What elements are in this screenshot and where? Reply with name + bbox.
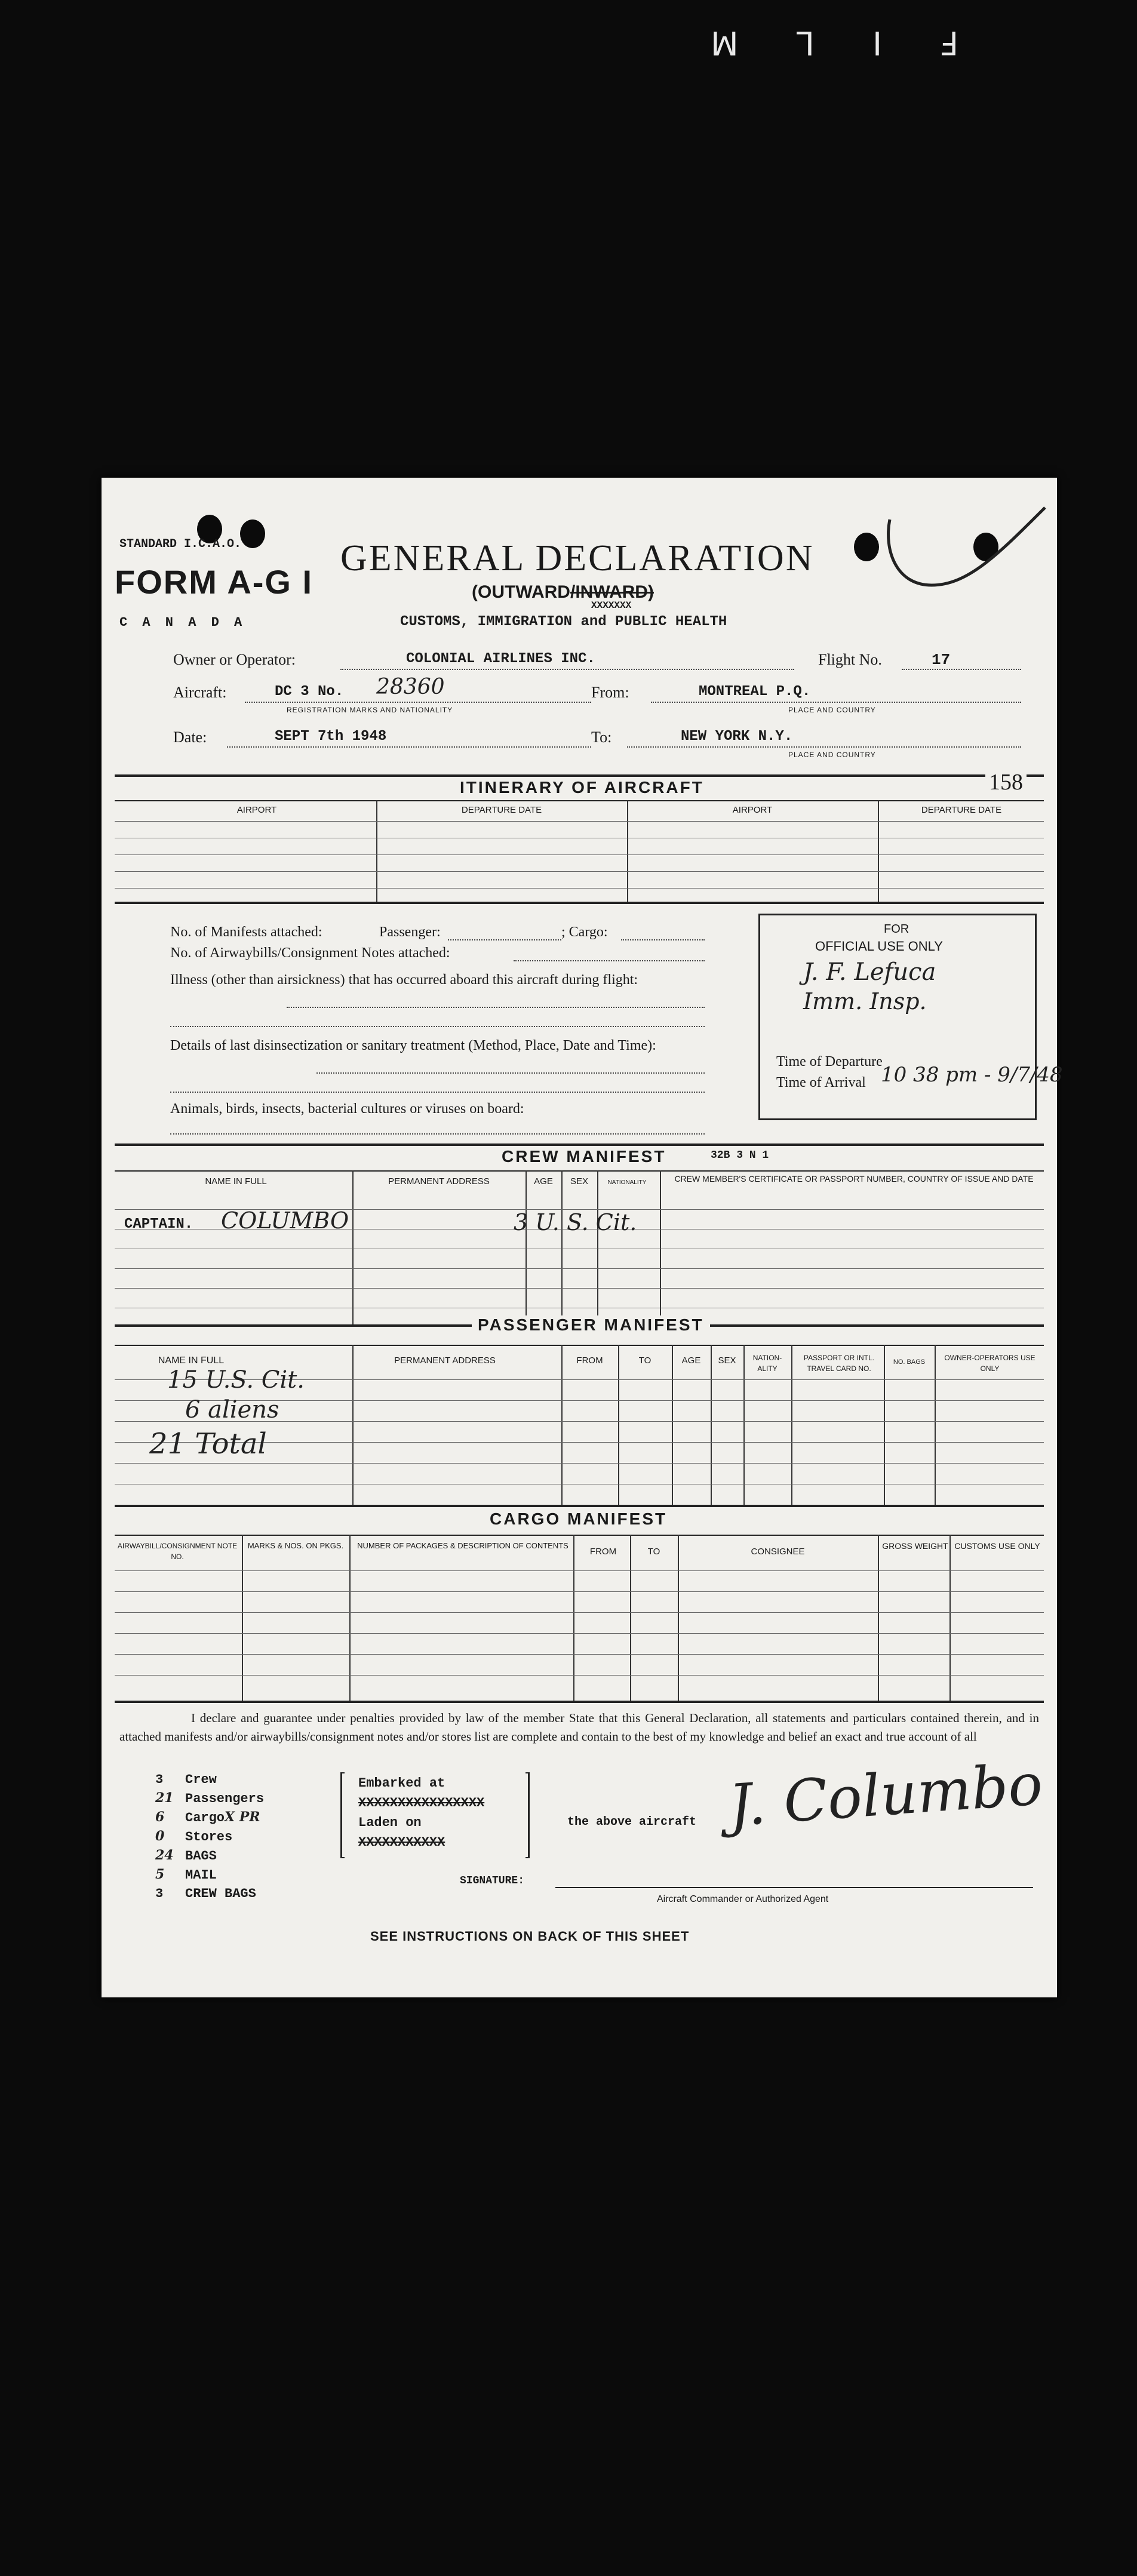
animals-label: Animals, birds, insects, bacterial cultures or viruses on board: (170, 1101, 524, 1117)
disinsect-label: Details of last disinsectization or sanitary treatment (Method, Place, Date and Time): (170, 1038, 656, 1053)
crew-top-rule (115, 1143, 1044, 1146)
commander-signature: J. Columbo (726, 1750, 1045, 1840)
cargo-col-marks: MARKS & NOS. ON PKGS. (247, 1541, 344, 1550)
from-place-caption: PLACE AND COUNTRY (788, 706, 876, 714)
passenger-divider (743, 1345, 745, 1506)
passenger-divider (711, 1345, 712, 1506)
passenger-title: PASSENGER MANIFEST (472, 1315, 710, 1335)
passenger-col-sex: SEX (718, 1355, 736, 1366)
totals-label: BAGS (185, 1849, 217, 1864)
illness-line (170, 1026, 705, 1027)
aircraft-value: DC 3 No. (275, 684, 344, 700)
totals-row (155, 1827, 264, 1846)
crew-divider (526, 1170, 527, 1326)
itinerary-row (115, 854, 1044, 855)
flight-no-label: Flight No. (818, 651, 882, 668)
passenger-col-from: FROM (576, 1355, 603, 1366)
passenger-divider (352, 1345, 354, 1506)
cargo-col-airwaybill: AIRWAYBILL/CONSIGNMENT NOTE NO. (117, 1542, 238, 1561)
cargo-divider (878, 1535, 879, 1702)
crew-col-address: PERMANENT ADDRESS (388, 1176, 490, 1186)
captain-name-handwritten: COLUMBO (221, 1207, 349, 1234)
animals-line (170, 1133, 705, 1135)
above-aircraft-label: the above aircraft (567, 1815, 697, 1829)
crew-stamp: 32B 3 N 1 (711, 1149, 769, 1161)
flight-line (902, 669, 1021, 670)
punch-hole (240, 519, 265, 548)
passenger-row (115, 1463, 1044, 1464)
cargo-header-rule (115, 1535, 1044, 1536)
totals-list (155, 1770, 264, 1903)
official-for-label: FOR (884, 923, 909, 936)
itinerary-col-departure-2: DEPARTURE DATE (921, 805, 1002, 815)
cargo-col-customs: CUSTOMS USE ONLY (954, 1541, 1040, 1551)
itinerary-row (115, 821, 1044, 822)
totals-row (155, 1865, 264, 1885)
arrival-time-handwritten: 10 38 pm - 9/7/48 (881, 1063, 1063, 1087)
disinsect-line (316, 1072, 705, 1074)
declaration-text: I declare and guarantee under penalties provided by law of the member State that this General Declaration, all statements and particulars contained therein, and in attached manifests and/or airwaybills/consignment notes and/or stores list are complete and contain to the best of my knowledge and belief an exact and true account of all (119, 1711, 1039, 1744)
laden-struck: XXXXXXXXXXX (358, 1835, 445, 1850)
cargo-col-consignee: CONSIGNEE (751, 1547, 805, 1557)
passenger-col-name: NAME IN FULL (158, 1355, 225, 1366)
cargo-divider (678, 1535, 679, 1702)
subtitle-inward: /INWARD) (570, 582, 654, 602)
totals-label: Stores (185, 1830, 233, 1845)
airwaybills-label: No. of Airwaybills/Consignment Notes attached: (170, 945, 450, 961)
itinerary-col-departure-1: DEPARTURE DATE (461, 805, 542, 815)
cargo-row (115, 1675, 1044, 1676)
cargo-col-packages: NUMBER OF PACKAGES & DESCRIPTION OF CONTENTS (357, 1541, 568, 1550)
cargo-count-label: ; Cargo: (561, 924, 608, 940)
passenger-count-line (448, 939, 561, 940)
totals-num: 3 (155, 1772, 164, 1787)
crew-col-name: NAME IN FULL (205, 1176, 267, 1186)
crew-divider (352, 1170, 354, 1326)
totals-num: 21 (155, 1790, 174, 1806)
cargo-divider (349, 1535, 351, 1702)
crew-row (115, 1268, 1044, 1269)
cargo-row (115, 1633, 1044, 1634)
date-value: SEPT 7th 1948 (275, 728, 387, 745)
owner-label: Owner or Operator: (173, 651, 296, 668)
inspector-title-handwritten: Imm. Insp. (803, 988, 927, 1015)
passenger-divider (935, 1345, 936, 1506)
flight-no-value: 17 (932, 651, 951, 669)
cargo-row (115, 1591, 1044, 1592)
crew-col-nationality: NATIONALITY (607, 1179, 647, 1186)
passenger-count-handwritten: 15 U.S. Cit. (167, 1366, 305, 1394)
totals-row (155, 1770, 264, 1789)
passenger-col-bags: NO. BAGS (893, 1358, 926, 1366)
subtitle-stamp: XXXXXXX (591, 600, 632, 611)
official-use-label: OFFICIAL USE ONLY (815, 939, 943, 954)
passenger-col-address: PERMANENT ADDRESS (394, 1355, 496, 1366)
from-label: From: (591, 684, 629, 701)
instructions-footer: SEE INSTRUCTIONS ON BACK OF THIS SHEET (370, 1929, 690, 1944)
crew-header-rule (115, 1170, 1044, 1172)
totals-label: MAIL (185, 1868, 217, 1883)
itinerary-bottom-rule (115, 902, 1044, 904)
totals-num: 5 (155, 1867, 165, 1882)
bracket-left (340, 1772, 345, 1858)
cargo-title: CARGO MANIFEST (490, 1510, 668, 1528)
aircraft-line (245, 702, 591, 703)
totals-row (155, 1846, 264, 1865)
passenger-divider (618, 1345, 619, 1506)
itinerary-top-rule (115, 774, 1044, 777)
passenger-divider (561, 1345, 563, 1506)
form-title: GENERAL DECLARATION (340, 538, 815, 579)
captain-label: CAPTAIN. (124, 1216, 193, 1232)
signature-line (555, 1887, 1033, 1888)
totals-note: X PR (225, 1809, 260, 1825)
to-label: To: (591, 728, 612, 746)
illness-label: Illness (other than airsickness) that has occurred aboard this aircraft during flight: (170, 972, 638, 988)
passenger-count-label: Passenger: (379, 924, 441, 940)
totals-num: 3 (155, 1886, 164, 1901)
embarked-struck: XXXXXXXXXXXXXXXX (358, 1796, 485, 1810)
aliens-count-handwritten: 6 aliens (185, 1396, 279, 1424)
page-number: 158 (985, 769, 1027, 795)
to-value: NEW YORK N.Y. (681, 728, 793, 745)
crew-row (115, 1288, 1044, 1289)
to-line (627, 746, 1021, 748)
crew-title: CREW MANIFEST (502, 1147, 666, 1166)
cargo-row (115, 1612, 1044, 1613)
disinsect-line (170, 1092, 705, 1093)
owner-value: COLONIAL AIRLINES INC. (406, 651, 595, 667)
cargo-col-weight: GROSS WEIGHT (882, 1541, 948, 1551)
from-value: MONTREAL P.Q. (699, 684, 811, 700)
from-line (651, 702, 1021, 703)
signature-caption: Aircraft Commander or Authorized Agent (657, 1894, 829, 1904)
cargo-bottom-rule (115, 1701, 1044, 1703)
crew-divider (561, 1170, 563, 1326)
embarked-at-label: Embarked at (358, 1776, 445, 1791)
itinerary-divider (878, 800, 879, 902)
totals-num: 6 (155, 1809, 165, 1825)
manifests-label: No. of Manifests attached: (170, 924, 322, 940)
passenger-col-owner-use: OWNER-OPERATORS USE ONLY (944, 1354, 1035, 1373)
ink-mark-icon (878, 502, 1051, 603)
itinerary-divider (627, 800, 628, 902)
cargo-divider (949, 1535, 951, 1702)
cargo-count-line (621, 939, 705, 940)
passenger-col-nationality: NATION-ALITY (752, 1354, 782, 1373)
to-place-caption: PLACE AND COUNTRY (788, 751, 876, 759)
arrival-time-label: Time of Arrival (776, 1075, 866, 1090)
aircraft-number-handwritten: 28360 (376, 675, 445, 699)
passenger-header-rule (115, 1345, 1044, 1346)
passenger-col-passport: PASSPORT OR INTL. TRAVEL CARD NO. (803, 1354, 875, 1373)
film-marker: F I L M (687, 24, 959, 62)
passenger-divider (672, 1345, 673, 1506)
punch-hole (854, 533, 879, 561)
form-number: FORM A-G I (115, 563, 314, 601)
date-label: Date: (173, 728, 207, 746)
passenger-divider (791, 1345, 792, 1506)
itinerary-col-airport-1: AIRPORT (236, 805, 277, 815)
cargo-divider (573, 1535, 574, 1702)
laden-on-label: Laden on (358, 1815, 422, 1830)
cargo-divider (242, 1535, 243, 1702)
itinerary-col-airport-2: AIRPORT (732, 805, 773, 815)
totals-row (155, 1885, 264, 1903)
embarked-block (358, 1773, 484, 1852)
date-line (227, 746, 591, 748)
passenger-bottom-rule (115, 1505, 1044, 1507)
itinerary-row (115, 888, 1044, 889)
crew-count-handwritten: 3 U. S. Cit. (514, 1209, 637, 1235)
signature-label: SIGNATURE: (460, 1875, 525, 1887)
illness-line (287, 1007, 705, 1008)
cargo-divider (630, 1535, 631, 1702)
totals-label: CREW BAGS (185, 1886, 256, 1901)
totals-label: Crew (185, 1772, 217, 1787)
totals-num: 24 (155, 1848, 174, 1863)
total-count-handwritten: 21 Total (149, 1427, 267, 1461)
owner-line (340, 669, 794, 670)
crew-divider (597, 1170, 598, 1326)
totals-label: Passengers (185, 1791, 265, 1806)
departure-time-label: Time of Departure (776, 1054, 883, 1069)
passenger-col-to: TO (638, 1355, 652, 1366)
aircraft-label: Aircraft: (173, 684, 227, 701)
country-label: C A N A D A (119, 615, 246, 630)
totals-row (155, 1789, 264, 1808)
subtitle-outward: (OUTWARD (472, 582, 570, 602)
crew-divider (660, 1170, 661, 1326)
passenger-col-age: AGE (681, 1355, 701, 1366)
passenger-divider (884, 1345, 885, 1506)
itinerary-row (115, 871, 1044, 872)
airwaybills-line (514, 960, 705, 961)
totals-num: 0 (155, 1828, 165, 1844)
cargo-col-to: TO (647, 1547, 660, 1557)
cargo-row (115, 1654, 1044, 1655)
crew-col-age: AGE (534, 1176, 553, 1186)
bracket-right (526, 1772, 530, 1858)
itinerary-header-rule (115, 800, 1044, 801)
inspector-signature: J. F. Lefuca (803, 958, 936, 986)
cargo-row (115, 1570, 1044, 1571)
subtitle-agencies: CUSTOMS, IMMIGRATION and PUBLIC HEALTH (400, 614, 727, 630)
crew-col-sex: SEX (570, 1176, 588, 1186)
itinerary-title: ITINERARY OF AIRCRAFT (460, 778, 704, 797)
cargo-col-from: FROM (589, 1547, 617, 1557)
subtitle-direction (472, 582, 654, 602)
registration-caption: REGISTRATION MARKS AND NATIONALITY (287, 706, 453, 714)
standard-label: STANDARD I.C.A.O. (119, 537, 242, 551)
crew-col-certificate: CREW MEMBER'S CERTIFICATE OR PASSPORT NUMBER, COUNTRY OF ISSUE AND DATE (674, 1174, 1034, 1184)
totals-label: Cargo (185, 1810, 225, 1825)
itinerary-divider (376, 800, 377, 902)
general-declaration-form (102, 478, 1063, 1997)
totals-row (155, 1808, 264, 1827)
